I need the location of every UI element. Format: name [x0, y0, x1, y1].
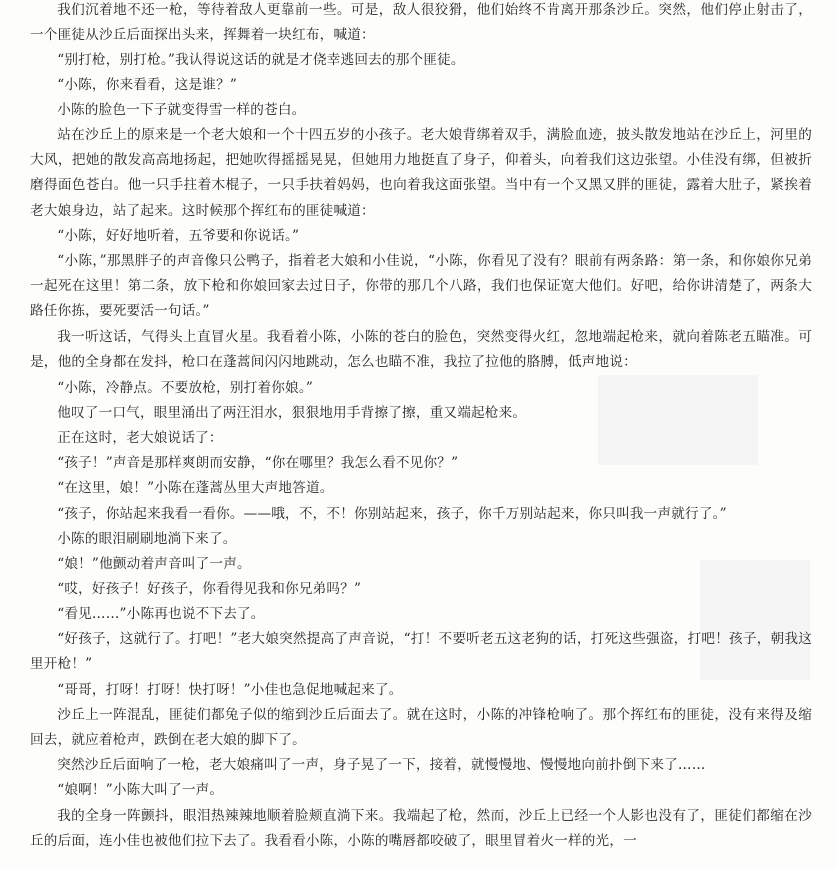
paragraph-16: “娘！”他颤动着声音叫了一声。 — [57, 556, 251, 572]
paragraph-3: “小陈，你来看看，这是谁？” — [57, 77, 238, 93]
paragraph-11: 正在这时，老大娘说话了： — [57, 430, 223, 446]
paragraph-24: 我的全身一阵颤抖，眼泪热辣辣地顺着脸颊直淌下来。我端起了枪，然而，沙丘上已经一个人影也没有了，匪徒们都缩在沙丘的后面，连小佳也被他们拉下去了。我看看小陈，小陈的嘴唇都咬破了，眼里冒着火一样的光，一 — [30, 808, 812, 850]
paragraph-9: “小陈，冷静点。不要放枪，别打着你娘。” — [57, 380, 313, 396]
paragraph-14: “孩子，你站起来我看一看你。——哦，不，不！你别站起来，孩子，你千万别站起来，你只叫我一声就行了。” — [57, 506, 727, 522]
paragraph-2: “别打枪，别打枪。”我认得说这话的就是才侥幸逃回去的那个匪徒。 — [57, 52, 465, 68]
paragraph-15: 小陈的眼泪刷刷地淌下来了。 — [57, 531, 237, 547]
paragraph-19: “好孩子，这就行了。打吧！”老大娘突然提高了声音说，“打！不要听老五这老狗的话，打死这些强盗，打吧！孩子，朝我这里开枪！” — [30, 631, 812, 673]
paragraph-21: 沙丘上一阵混乱，匪徒们都兔子似的缩到沙丘后面去了。就在这时，小陈的冲锋枪响了。那个挥红布的匪徒，没有来得及缩回去，就应着枪声，跌倒在老大娘的脚下了。 — [30, 707, 812, 749]
paragraph-20: “哥哥，打呀！打呀！快打呀！”小佳也急促地喊起来了。 — [57, 682, 403, 698]
paragraph-13: “在这里，娘！”小陈在蓬蒿丛里大声地答道。 — [57, 480, 334, 496]
paragraph-6: “小陈，好好地听着，五爷要和你说话。” — [57, 228, 300, 244]
paragraph-8: 我一听这话，气得头上直冒火星。我看着小陈，小陈的苍白的脸色，突然变得火红，忽地端起枪来，就向着陈老五瞄准。可是，他的全身都在发抖，枪口在蓬蒿间闪闪地跳动，怎么也瞄不准，我拉了拉他的胳膊，低声地说： — [30, 329, 812, 371]
paragraph-1: 我们沉着地不还一枪，等待着敌人更靠前一些。可是，敌人很狡猾，他们始终不肯离开那条沙丘。突然，他们停止射击了，一个匪徒从沙丘后面探出头来，挥舞着一块红布，喊道： — [30, 2, 812, 44]
paragraph-4: 小陈的脸色一下子就变得雪一样的苍白。 — [57, 102, 306, 118]
paragraph-17: “哎，好孩子！好孩子，你看得见我和你兄弟吗？” — [57, 581, 362, 597]
paragraph-12: “孩子！”声音是那样爽朗而安静，“你在哪里？我怎么看不见你？” — [57, 455, 459, 471]
paragraph-7: “小陈，”那黑胖子的声音像只公鸭子，指着老大娘和小佳说，“小陈，你看见了没有？眼前有两条路：第一条，和你娘你兄弟一起死在这里！第二条，放下枪和你娘回家去过日子，你带的那几个八路，我们也保证宽大他们。好吧，给你讲清楚了，两条大路任你拣，要死要活一句话。” — [30, 253, 812, 320]
paragraph-22: 突然沙丘后面响了一枪，老大娘痛叫了一声，身子晃了一下，接着，就慢慢地、慢慢地向前扑倒下来了…… — [57, 757, 706, 773]
paragraph-18: “看见……”小陈再也说不下去了。 — [57, 606, 265, 622]
paragraph-23: “娘啊！”小陈大叫了一声。 — [57, 782, 224, 798]
paragraph-10: 他叹了一口气，眼里涌出了两汪泪水，狠狠地用手背擦了擦，重又端起枪来。 — [57, 405, 527, 421]
paragraph-5: 站在沙丘上的原来是一个老大娘和一个十四五岁的小孩子。老大娘背绑着双手，满脸血迹，披头散发地站在沙丘上，河里的大风，把她的散发高高地扬起，把她吹得摇摇晃晃，但她用力地挺直了身子，仰着头，向着我们这边张望。小佳没有绑，但被折磨得面色苍白。他一只手拄着木棍子，一只手扶着妈妈，也向着我这面张望。当中有一个又黑又胖的匪徒，露着大肚子，紧挨着老大娘身边，站了起来。这时候那个挥红布的匪徒喊道： — [30, 127, 812, 219]
